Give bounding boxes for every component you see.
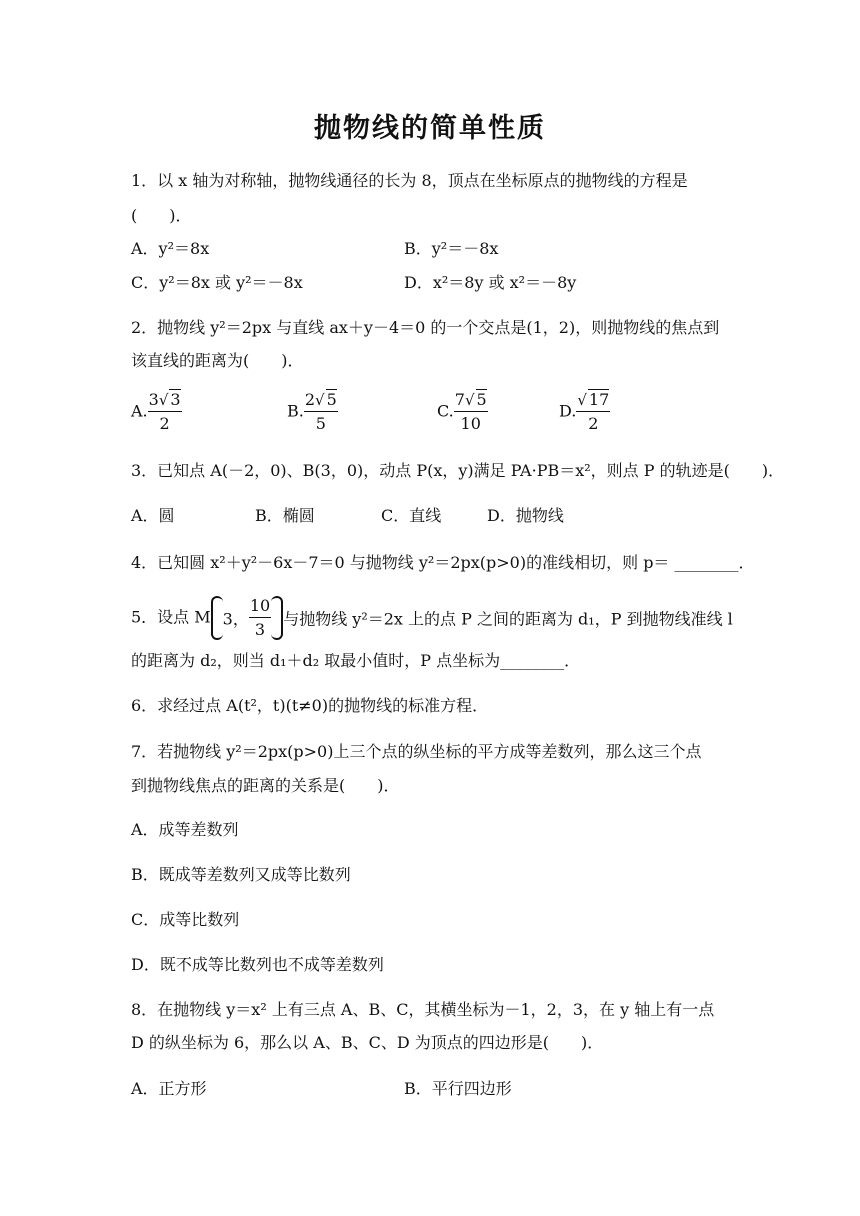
coefficient: 2 (304, 390, 316, 409)
q3-option-d: D．抛物线 (487, 506, 564, 525)
question-8-stem-cont: D 的纵坐标为 6，那么以 A、B、C、D 为顶点的四边形是( )． (131, 1033, 604, 1052)
question-7-stem-cont: 到抛物线焦点的距离的关系是( )． (131, 776, 400, 795)
q8-option-b: B．平行四边形 (404, 1079, 512, 1098)
question-4-stem: 4．已知圆 x²＋y²－6x－7＝0 与抛物线 y²＝2px(p>0)的准线相切，则 p＝ ________． (131, 553, 755, 572)
denominator: 2 (159, 414, 170, 433)
question-8-stem: 8．在抛物线 y＝x² 上有三点 A、B、C，其横坐标为－1，2，3，在 y 轴上有一点 (131, 1000, 715, 1019)
question-5-stem-cont: 的距离为 d₂，则当 d₁＋d₂ 取最小值时，P 点坐标为________． (131, 651, 581, 670)
radicand: 5 (326, 390, 337, 409)
q2-option-b (287, 392, 338, 432)
question-1-stem-cont: ( )． (131, 206, 192, 225)
q3-option-a: A．圆 (131, 506, 175, 525)
q2-option-a (131, 392, 182, 432)
question-5-stem (131, 596, 733, 640)
denominator: 5 (315, 414, 326, 433)
coefficient: 7 (454, 390, 465, 409)
radicand: 3 (170, 390, 181, 409)
radical-sign: √ (577, 391, 587, 409)
question-1-stem: 1．以 x 轴为对称轴，抛物线通径的长为 8，顶点在坐标原点的抛物线的方程是 (131, 171, 688, 190)
q1-option-d: D．x²＝8y 或 x²＝－8y (404, 273, 577, 292)
denominator: 3 (254, 620, 266, 639)
q1-option-c: C．y²＝8x 或 y²＝－8x (131, 273, 303, 292)
question-3-stem: 3．已知点 A(－2，0)、B(3，0)，动点 P(x，y)满足 PA·PB＝x²，则点 P 的轨迹是( )． (131, 461, 785, 480)
question-7-stem: 7．若抛物线 y²＝2px(p>0)上三个点的纵坐标的平方成等差数列，那么这三个点 (131, 742, 702, 761)
q2-option-a-label: A. (131, 401, 148, 421)
q1-option-a: A．y²＝8x (131, 239, 210, 258)
denominator: 10 (460, 414, 481, 433)
q7-option-d: D．既不成等比数列也不成等差数列 (131, 955, 384, 974)
right-bracket (271, 596, 283, 640)
fraction (249, 598, 271, 638)
page-title: 抛物线的简单性质 (314, 113, 546, 144)
question-2-stem: 2．抛物线 y²＝2px 与直线 ax＋y－4＝0 的一个交点是(1，2)，则抛物线的焦点到 (131, 318, 720, 337)
denominator: 2 (588, 414, 599, 433)
radical-sign: √ (464, 391, 475, 409)
q7-option-b: B．既成等差数列又成等比数列 (131, 865, 351, 884)
radical-sign: √ (315, 391, 325, 409)
radicand: 17 (588, 390, 610, 409)
radicand: 5 (476, 390, 487, 409)
radical-sign: √ (158, 391, 169, 409)
q2-option-b-label: B. (287, 401, 304, 421)
q5-prefix: 5．设点 M (131, 607, 211, 627)
q2-option-d-label: D. (559, 401, 577, 421)
fraction (454, 392, 488, 432)
q2-option-d (559, 392, 610, 432)
q2-option-c (437, 392, 488, 432)
q5-suffix: 与抛物线 y²＝2x 上的点 P 之间的距离为 d₁，P 到抛物线准线 l (283, 609, 733, 629)
coefficient: 3 (148, 390, 159, 409)
left-bracket (211, 596, 223, 640)
question-6-stem: 6．求经过点 A(t²，t)(t≠0)的抛物线的标准方程． (131, 696, 489, 715)
fraction (148, 392, 182, 432)
q3-option-c: C．直线 (381, 506, 442, 525)
question-2-stem-cont: 该直线的距离为( )． (131, 351, 304, 370)
q7-option-a: A．成等差数列 (131, 820, 239, 839)
fraction (576, 392, 610, 432)
q1-option-b: B．y²＝－8x (404, 239, 499, 258)
q2-option-c-label: C. (437, 401, 454, 421)
q7-option-c: C．成等比数列 (131, 910, 240, 929)
numerator: 10 (249, 598, 271, 618)
fraction (304, 392, 338, 432)
q5-point-x: 3， (222, 609, 249, 629)
q3-option-b: B．椭圆 (255, 506, 315, 525)
q8-option-a: A．正方形 (131, 1079, 207, 1098)
